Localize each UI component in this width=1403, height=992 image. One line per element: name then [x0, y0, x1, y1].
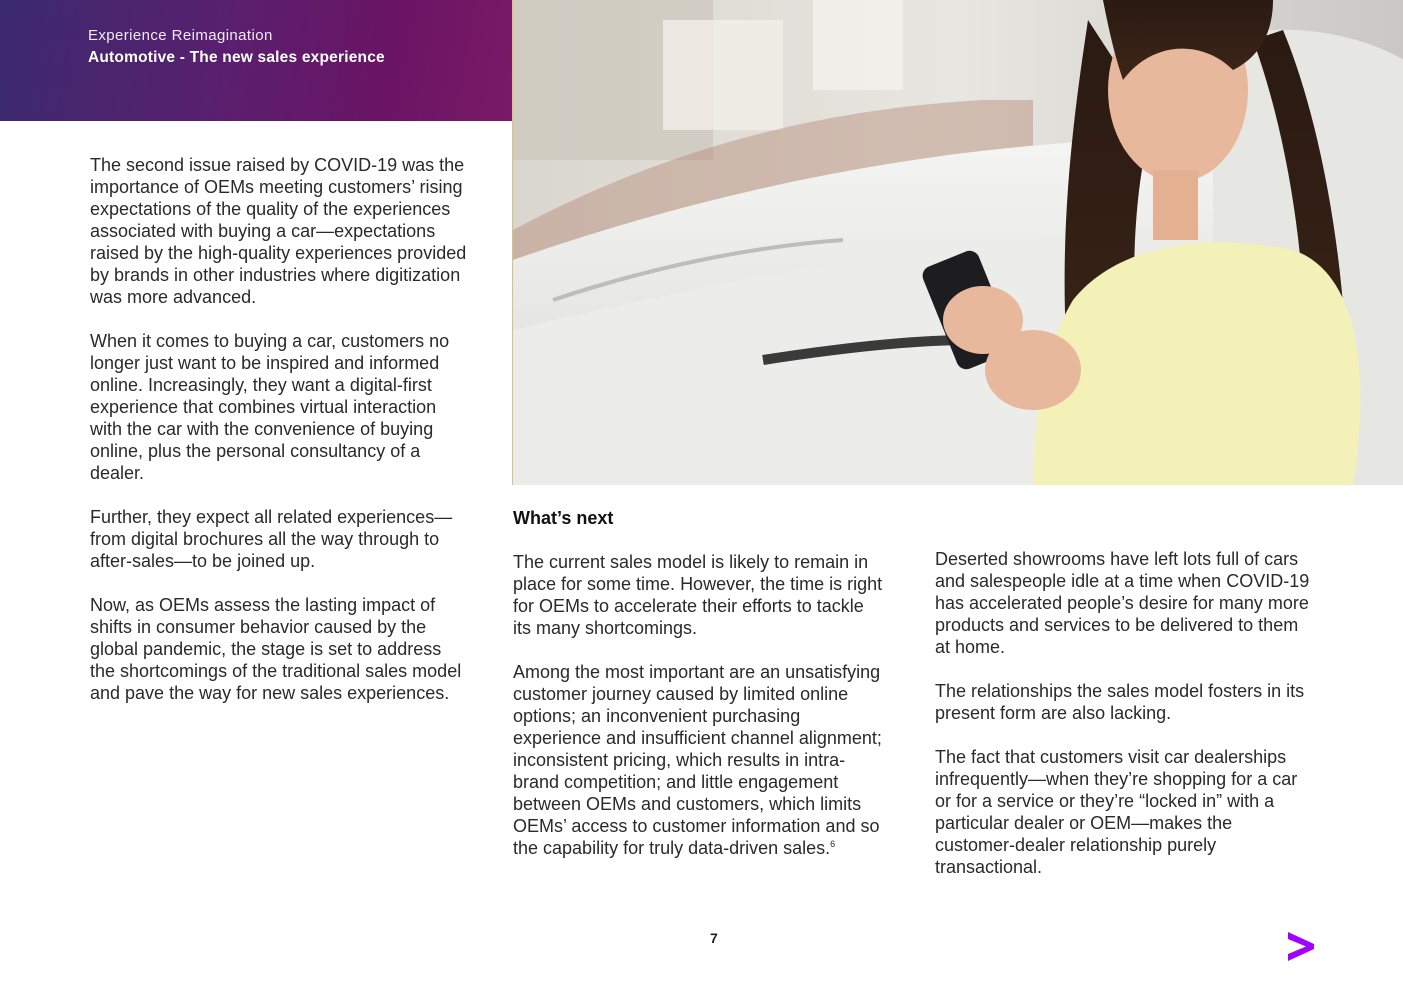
- right-paragraph-1: Deserted showrooms have left lots full of cars and salespeople idle at a time when COVID-19 has accelerated people’s desire for many more products and services to be delivered to them at home.: [935, 549, 1310, 657]
- footnote-reference[interactable]: 6: [830, 839, 836, 849]
- accenture-greater-than-icon: [1286, 930, 1316, 962]
- middle-paragraph-2-text: Among the most important are an unsatisfying customer journey caused by limited online options; an inconvenient purchasing experience and insufficient channel alignment; inconsistent pricing, which results in intra-brand competition; and little engagement between OEMs and customers, which limits OEMs’ access to customer information and so the capability for truly data-driven sales.: [513, 662, 882, 858]
- right-paragraph-2: The relationships the sales model fosters in its present form are also lacking.: [935, 681, 1305, 723]
- header-subtitle: Experience Reimagination: [88, 27, 273, 44]
- middle-paragraph-1: The current sales model is likely to remain in place for some time. However, the time is right for OEMs to accelerate their efforts to tackle its many shortcomings.: [513, 552, 883, 638]
- page-number: 7: [710, 930, 718, 946]
- hero-photo-woman-with-phone: [512, 0, 1403, 485]
- right-paragraph-3: The fact that customers visit car dealerships infrequently—when they’re shopping for a car or for a service or they’re “locked in” with a particular dealer or OEM—makes the customer-dealer relationship purely transactional.: [935, 747, 1298, 877]
- left-paragraph-4: Now, as OEMs assess the lasting impact of shifts in consumer behavior caused by the global pandemic, the stage is set to address the shortcomings of the traditional sales model and pave the way for new sales experiences.: [90, 595, 462, 703]
- header-band: [0, 0, 512, 121]
- left-column: [90, 154, 470, 726]
- header-title: Automotive - The new sales experience: [88, 49, 385, 66]
- left-paragraph-2: When it comes to buying a car, customers no longer just want to be inspired and informed online. Increasingly, they want a digital-first experience that combines virtual interaction with the car with the convenience of buying online, plus the personal consultancy of a dealer.: [90, 331, 450, 483]
- photo-illustration: [513, 0, 1403, 485]
- brand-logo-icon: [1286, 930, 1316, 962]
- left-paragraph-1: The second issue raised by COVID-19 was the importance of OEMs meeting customers’ rising expectations of the quality of the experiences associated with buying a car—expectations raised by the high-quality experiences provided by brands in other industries where digitization was more advanced.: [90, 155, 467, 307]
- right-column: [935, 548, 1310, 900]
- middle-column: [513, 551, 883, 881]
- whats-next-heading: What’s next: [513, 508, 614, 528]
- left-paragraph-3: Further, they expect all related experiences—from digital brochures all the way through to after-sales—to be joined up.: [90, 507, 453, 571]
- middle-paragraph-2: [513, 661, 883, 859]
